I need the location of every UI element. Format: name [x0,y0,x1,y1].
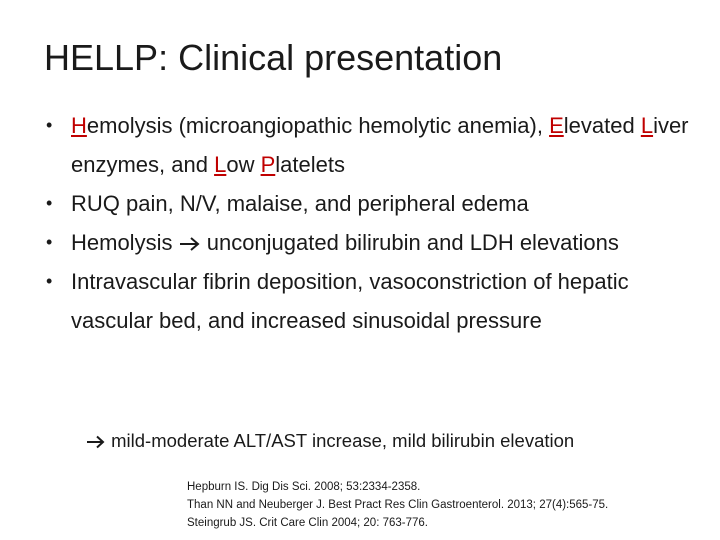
bullet-text: iver enzymes, and [71,113,689,177]
bullet-text: Hemolysis [71,230,173,255]
acronym-letter-e: E [549,113,564,138]
bullet-text: latelets [275,152,345,177]
bullet-item-symptoms [44,184,704,223]
bullet-text: emolysis (microangiopathic hemolytic anemia), [86,113,550,138]
reference-line: Hepburn IS. Dig Dis Sci. 2008; 53:2334-2358. [187,481,421,493]
bullet-dot: • [46,115,53,135]
sub-point-text: mild-moderate ALT/AST increase, mild bilirubin elevation [111,430,575,451]
reference-line: Steingrub JS. Crit Care Clin 2004; 20: 763-776. [187,517,428,529]
bullet-list [44,106,704,340]
acronym-letter-p: P [260,152,276,177]
bullet-dot: • [46,232,53,252]
right-arrow-icon [86,435,106,449]
bullet-text: unconjugated bilirubin and LDH elevations [206,230,619,255]
references [187,478,608,532]
right-arrow-icon [179,236,201,252]
reference-line: Than NN and Neuberger J. Best Pract Res Clin Gastroenterol. 2013; 27(4):565-75. [187,499,609,511]
acronym-letter-l: L [214,152,227,177]
bullet-text: Intravascular fibrin deposition, vasoconstriction of hepatic vascular bed, and increased sinusoidal pressure [71,269,629,333]
bullet-dot: • [46,271,53,291]
acronym-letter-l: L [640,113,654,138]
sub-point [86,426,574,456]
bullet-item-hellp-definition [44,106,704,184]
bullet-text: levated [563,113,641,138]
acronym-letter-h: H [71,113,87,138]
slide-title: HELLP: Clinical presentation [44,37,503,78]
bullet-item-hemolysis [44,223,704,262]
bullet-text: RUQ pain, N/V, malaise, and peripheral edema [71,191,529,216]
bullet-item-fibrin [44,262,704,340]
bullet-dot: • [46,193,53,213]
bullet-text: ow [226,152,261,177]
